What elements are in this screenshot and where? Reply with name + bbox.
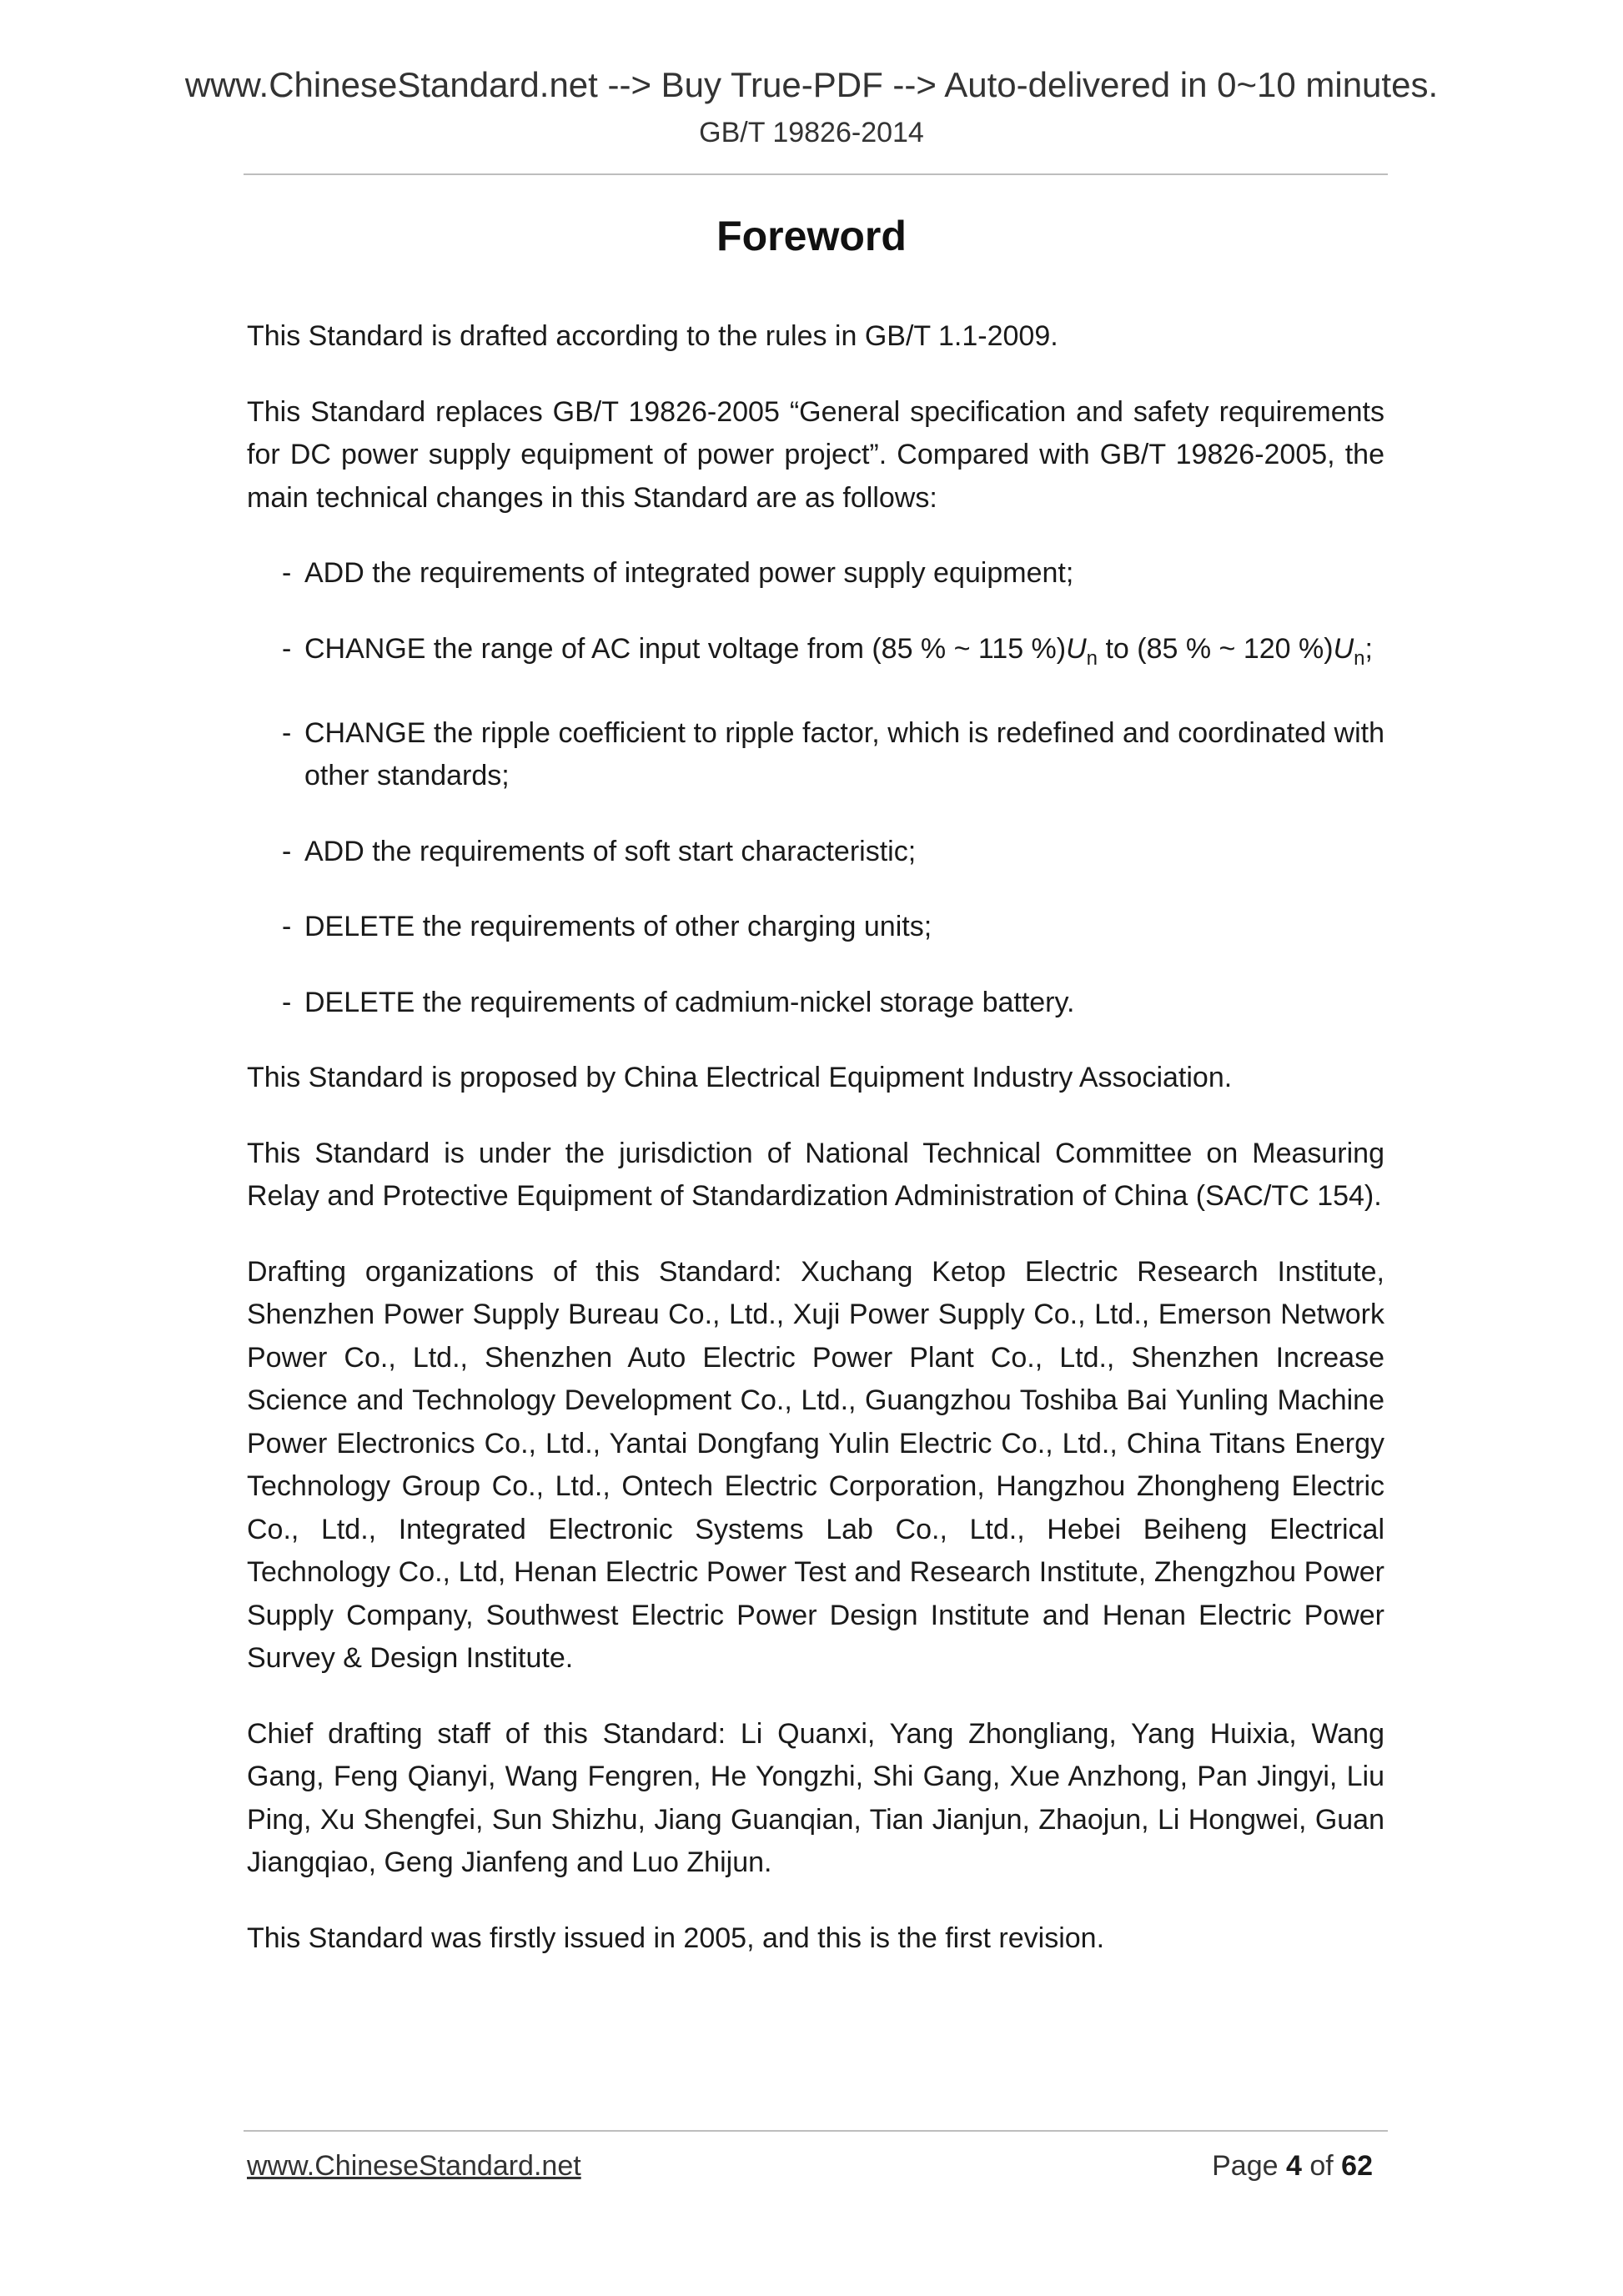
list-item-text: CHANGE the ripple coefficient to ripple factor, which is redefined and coordinated with other standards; — [304, 716, 1384, 792]
paragraph-proposed-by: This Standard is proposed by China Electrical Equipment Industry Association. — [247, 1062, 1233, 1094]
list-item — [247, 831, 1384, 874]
list-item-text: ; — [1364, 632, 1373, 665]
header-banner: www.ChineseStandard.net --> Buy True-PDF --> Auto-delivered in 0~10 minutes. — [184, 65, 1439, 104]
paragraph-replaces: This Standard replaces GB/T 19826-2005 “General specification and safety requirements for DC power supply equipment of power project”. Compared with GB/T 19826-2005, the main technical changes in this Standard are as follows: — [247, 395, 1384, 514]
voltage-subscript: n — [1354, 646, 1365, 670]
list-item — [247, 906, 1384, 949]
document-body — [247, 315, 1384, 1992]
list-item-text: to (85 % ~ 120 %) — [1098, 632, 1334, 665]
list-item-text: ADD the requirements of integrated power supply equipment; — [304, 557, 1074, 589]
list-dash: - — [282, 911, 292, 943]
paragraph-drafting-staff: Chief drafting staff of this Standard: Li Quanxi, Yang Zhongliang, Yang Huixia, Wang Gang, Feng Qianyi, Wang Fengren, He Yongzhi, Shi Gang, Xue Anzhong, Pan Jingyi, Liu Ping, Xu Shengfei, Sun Shizhu, Jiang Guanqian, Tian Jianjun, Zhaojun, Li Hongwei, Guan Jiangqiao, Geng Jianfeng and Luo Zhijun. — [247, 1717, 1384, 1879]
list-item — [247, 982, 1384, 1025]
list-dash: - — [282, 835, 292, 867]
standard-code: GB/T 19826-2014 — [699, 117, 924, 148]
footer-divider — [244, 2130, 1388, 2132]
page-label: Page — [1212, 2150, 1279, 2182]
page-total: 62 — [1341, 2150, 1373, 2182]
footer-website-link[interactable]: www.ChineseStandard.net — [247, 2150, 581, 2182]
page-of-label: of — [1309, 2150, 1334, 2182]
paragraph-jurisdiction: This Standard is under the jurisdiction of National Technical Committee on Measuring Relay and Protective Equipment of Standardization Administration of China (SAC/TC 154). — [247, 1137, 1384, 1213]
list-dash: - — [282, 557, 292, 589]
changes-list — [247, 552, 1384, 1024]
list-item — [247, 628, 1384, 680]
page-current: 4 — [1285, 2150, 1302, 2182]
voltage-subscript: n — [1086, 646, 1098, 670]
voltage-symbol: U — [1066, 632, 1087, 665]
list-dash: - — [282, 986, 292, 1018]
list-dash: - — [282, 716, 292, 749]
page-title: Foreword — [716, 213, 907, 259]
page-number — [1212, 2150, 1373, 2183]
voltage-symbol: U — [1333, 632, 1354, 665]
list-item-text: CHANGE the range of AC input voltage from (85 % ~ 115 %) — [304, 632, 1067, 665]
list-dash: - — [282, 632, 292, 665]
list-item — [247, 712, 1384, 798]
paragraph-drafting-organizations: Drafting organizations of this Standard: Xuchang Ketop Electric Research Institute, Shenzhen Power Supply Bureau Co., Ltd., Xuji Power Supply Co., Ltd., Emerson Network Power Co., Ltd., Shenzhen Auto Electric Power Plant Co., Ltd., Shenzhen Increase Science and Technology Development Co., Ltd., Guangzhou Toshiba Bai Yunling Machine Power Electronics Co., Ltd., Yantai Dongfang Yulin Electric Co., Ltd., China Titans Energy Technology Group Co., Ltd., Ontech Electric Corporation, Hangzhou Zhongheng Electric Co., Ltd., Integrated Electronic Systems Lab Co., Ltd., Hebei Beiheng Electrical Technology Co., Ltd, Henan Electric Power Test and Research Institute, Zhengzhou Power Supply Company, Southwest Electric Power Design Institute and Henan Electric Power Survey & Design Institute. — [247, 1255, 1384, 1675]
header-divider — [244, 173, 1388, 175]
paragraph-issue-history: This Standard was firstly issued in 2005, and this is the first revision. — [247, 1922, 1105, 1954]
list-item-text: DELETE the requirements of cadmium-nickel storage battery. — [304, 986, 1075, 1018]
paragraph-drafting-rules: This Standard is drafted according to the rules in GB/T 1.1-2009. — [247, 320, 1058, 352]
list-item-text: ADD the requirements of soft start characteristic; — [304, 835, 917, 867]
list-item — [247, 552, 1384, 595]
list-item-text: DELETE the requirements of other charging units; — [304, 911, 932, 943]
